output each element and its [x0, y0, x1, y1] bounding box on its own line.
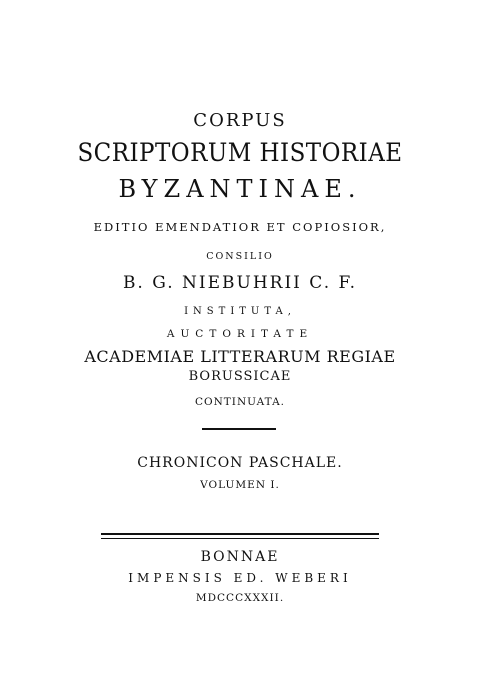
academy-line-2: BORUSSICAE: [188, 369, 292, 384]
work-title: CHRONICON PASCHALE.: [137, 455, 343, 471]
consilio-text: CONSILIO: [206, 251, 274, 262]
continuata-text: CONTINUATA.: [194, 396, 286, 408]
imprint-date: MDCCCXXXII.: [195, 592, 285, 604]
short-divider: [202, 428, 276, 430]
imprint-place: BONNAE: [200, 549, 280, 565]
instituta-text: INSTITUTA,: [184, 306, 296, 317]
imprint-divider: [101, 533, 379, 539]
founder-name: B. G. NIEBUHRII C. F.: [122, 273, 358, 293]
series-title-line-1: CORPUS: [193, 110, 287, 131]
series-title-line-2: SCRIPTORUM HISTORIAE: [77, 138, 403, 167]
auctoritate-text: AUCTORITATE: [166, 328, 314, 340]
volume-number: VOLUMEN I.: [200, 479, 280, 491]
edition-statement: EDITIO EMENDATIOR ET COPIOSIOR,: [93, 220, 387, 234]
academy-line-1: ACADEMIAE LITTERARUM REGIAE: [84, 347, 396, 366]
series-title-line-3: BYZANTINAE.: [118, 175, 362, 203]
imprint-publisher: IMPENSIS ED. WEBERI: [128, 571, 352, 585]
